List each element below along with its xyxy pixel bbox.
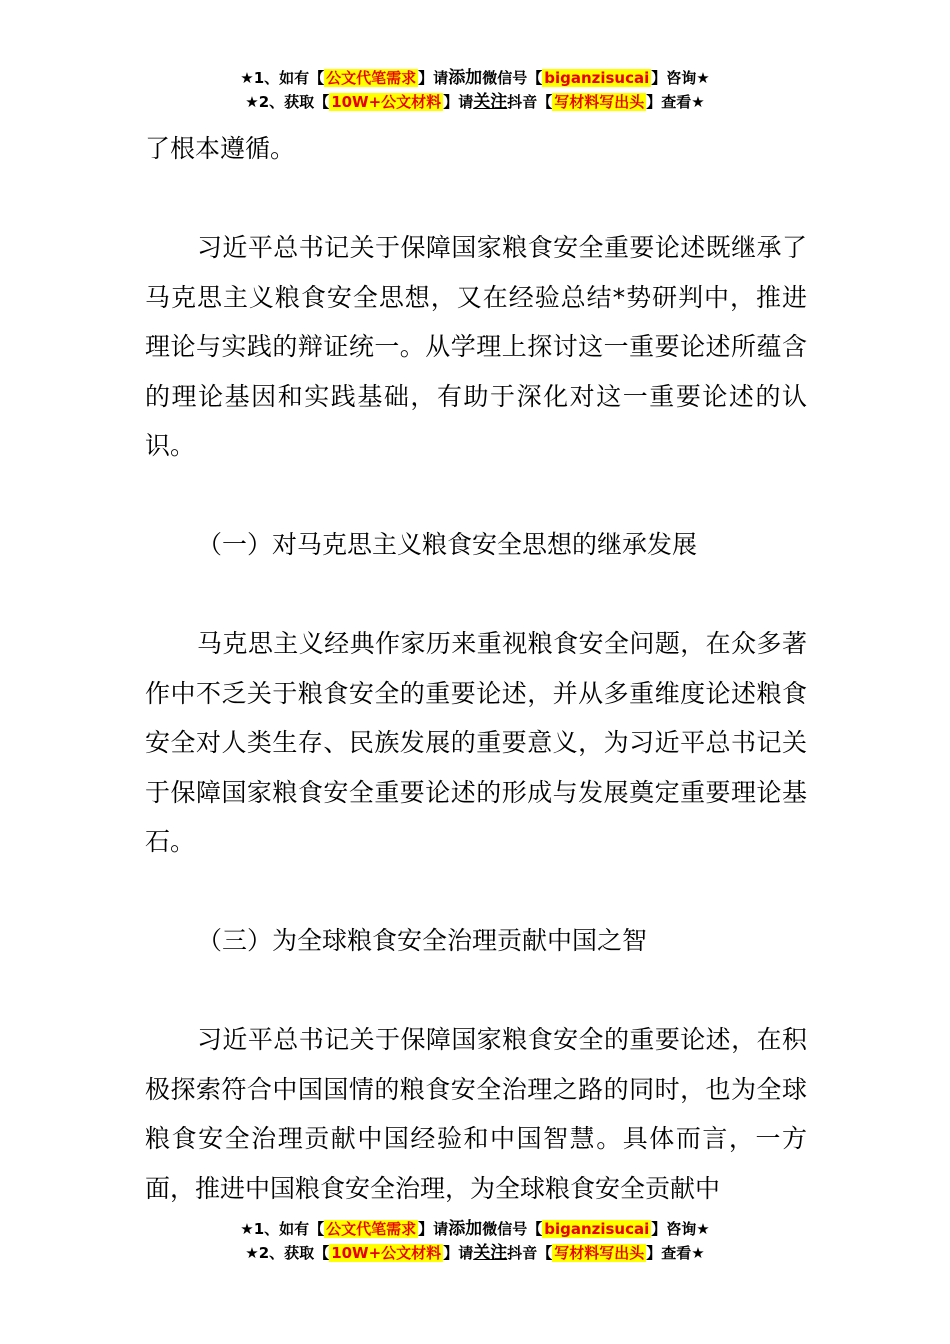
- banner-text: 】请: [443, 1244, 474, 1262]
- banner-emphasis: 关注: [473, 1243, 508, 1263]
- banner-emphasis: 关注: [473, 92, 508, 112]
- banner-text: 】咨询★: [651, 1220, 710, 1238]
- banner-highlight: 公文代笔需求: [326, 69, 417, 87]
- banner-line-1: [0, 1217, 950, 1241]
- paragraph-continuation: 了根本遵循。: [145, 134, 296, 163]
- banner-text: 】请: [418, 1220, 449, 1238]
- paragraph-marxism: 马克思主义经典作家历来重视粮食安全问题，在众多著作中不乏关于粮食安全的重要论述，并从多重维度论述粮食安全对人类生存、民族发展的重要意义，为习近平总书记关于保障国家粮食安全重要论述的形成与发展奠定重要理论基石。: [145, 629, 807, 856]
- banner-text: 抖音【: [507, 93, 553, 111]
- banner-text: 微信号【: [482, 69, 543, 87]
- banner-highlight: biganzisucai: [544, 69, 650, 87]
- banner-emphasis: 添加: [448, 1219, 483, 1239]
- banner-text: 】咨询★: [651, 69, 710, 87]
- banner-text: 】请: [418, 69, 449, 87]
- banner-line-2: [0, 90, 950, 114]
- banner-highlight: 写材料写出头: [554, 1244, 645, 1262]
- banner-highlight: 10W+公文材料: [331, 1244, 442, 1262]
- banner-highlight: 公文代笔需求: [326, 1220, 417, 1238]
- banner-highlight: 10W+公文材料: [331, 93, 442, 111]
- document-body: [145, 124, 807, 1213]
- paragraph-intro: 习近平总书记关于保障国家粮食安全重要论述既继承了马克思主义粮食安全思想，又在经验总结*势研判中，推进理论与实践的辩证统一。从学理上探讨这一重要论述所蕴含的理论基因和实践基础，有助于深化对这一重要论述的认识。: [145, 233, 807, 460]
- banner-line-2: [0, 1241, 950, 1265]
- banner-text: 微信号【: [482, 1220, 543, 1238]
- banner-text: ★1、如有【: [240, 1220, 325, 1238]
- banner-text: 】查看★: [646, 1244, 705, 1262]
- banner-text: 】请: [443, 93, 474, 111]
- banner-text: ★2、获取【: [245, 93, 330, 111]
- header-banner: [0, 66, 950, 114]
- banner-line-1: [0, 66, 950, 90]
- footer-banner: [0, 1217, 950, 1265]
- section-heading-1: （一）对马克思主义粮食安全思想的继承发展: [197, 530, 698, 559]
- banner-text: ★1、如有【: [240, 69, 325, 87]
- banner-text: ★2、获取【: [245, 1244, 330, 1262]
- banner-text: 抖音【: [507, 1244, 553, 1262]
- paragraph-global: 习近平总书记关于保障国家粮食安全的重要论述，在积极探索符合中国国情的粮食安全治理之路的同时，也为全球粮食安全治理贡献中国经验和中国智慧。具体而言，一方面，推进中国粮食安全治理，为全球粮食安全贡献中: [145, 1025, 807, 1203]
- banner-highlight: biganzisucai: [544, 1220, 650, 1238]
- section-heading-3: （三）为全球粮食安全治理贡献中国之智: [197, 926, 648, 955]
- banner-highlight: 写材料写出头: [554, 93, 645, 111]
- banner-emphasis: 添加: [448, 68, 483, 88]
- banner-text: 】查看★: [646, 93, 705, 111]
